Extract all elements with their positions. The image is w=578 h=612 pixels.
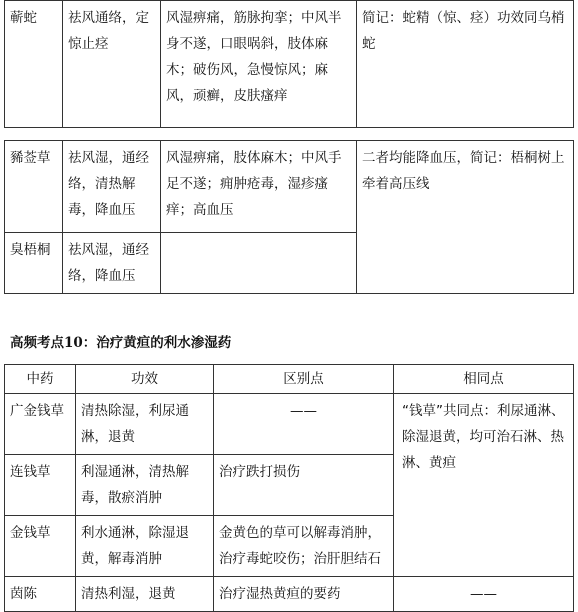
- herb-efficacy: 祛风湿，通经络，降血压: [63, 233, 161, 294]
- herb-name: 连钱草: [5, 455, 76, 516]
- herb-difference: 治疗湿热黄疸的要药: [214, 577, 394, 612]
- herb-difference: 治疗跌打损伤: [214, 455, 394, 516]
- herb-table-1: [4, 0, 574, 128]
- herb-difference: ——: [214, 394, 394, 455]
- herb-efficacy: 祛风湿，通经络，清热解毒，降血压: [63, 141, 161, 233]
- table-header-row: [5, 365, 574, 394]
- herb-indications: 风湿痹痛，筋脉拘挛；中风半身不遂，口眼㖞斜，肢体麻木；破伤风，急慢惊风；麻风，顽癣，皮肤瘙痒: [161, 1, 357, 128]
- table-row: [5, 1, 574, 128]
- table-row: [5, 577, 574, 612]
- table-row: [5, 141, 574, 233]
- jaundice-herb-table: [4, 364, 574, 612]
- herb-efficacy: 利水通淋，除湿退黄，解毒消肿: [76, 516, 214, 577]
- herb-name: 金钱草: [5, 516, 76, 577]
- herb-name: 广金钱草: [5, 394, 76, 455]
- column-header: 功效: [76, 365, 214, 394]
- herb-name: 臭梧桐: [5, 233, 63, 294]
- herb-indications: 风湿痹痛，肢体麻木；中风手足不遂；痈肿疮毒，湿疹瘙痒；高血压: [161, 141, 357, 233]
- herb-efficacy: 清热利湿，退黄: [76, 577, 214, 612]
- shared-commonality: “钱草”共同点：利尿通淋、除湿退黄，均可治石淋、热淋、黄疸: [394, 394, 574, 577]
- herb-name: 茵陈: [5, 577, 76, 612]
- herb-difference: 金黄色的草可以解毒消肿，治疗毒蛇咬伤；治肝胆结石: [214, 516, 394, 577]
- herb-same: ——: [394, 577, 574, 612]
- herb-note: 简记：蛇精（惊、痉）功效同乌梢蛇: [357, 1, 574, 128]
- herb-name: 豨莶草: [5, 141, 63, 233]
- column-header: 中药: [5, 365, 76, 394]
- herb-efficacy: 清热除湿，利尿通淋，退黄: [76, 394, 214, 455]
- herb-name: 蕲蛇: [5, 1, 63, 128]
- column-header: 相同点: [394, 365, 574, 394]
- herb-table-2: [4, 140, 574, 294]
- section-heading: 高频考点10：治疗黄疸的利水渗湿药: [10, 335, 232, 351]
- shared-note: 二者均能降血压，简记：梧桐树上牵着高压线: [357, 141, 574, 294]
- herb-efficacy: 利湿通淋，清热解毒，散瘀消肿: [76, 455, 214, 516]
- table-row: [5, 394, 574, 455]
- herb-indications: [161, 233, 357, 294]
- column-header: 区别点: [214, 365, 394, 394]
- herb-efficacy: 祛风通络，定惊止痉: [63, 1, 161, 128]
